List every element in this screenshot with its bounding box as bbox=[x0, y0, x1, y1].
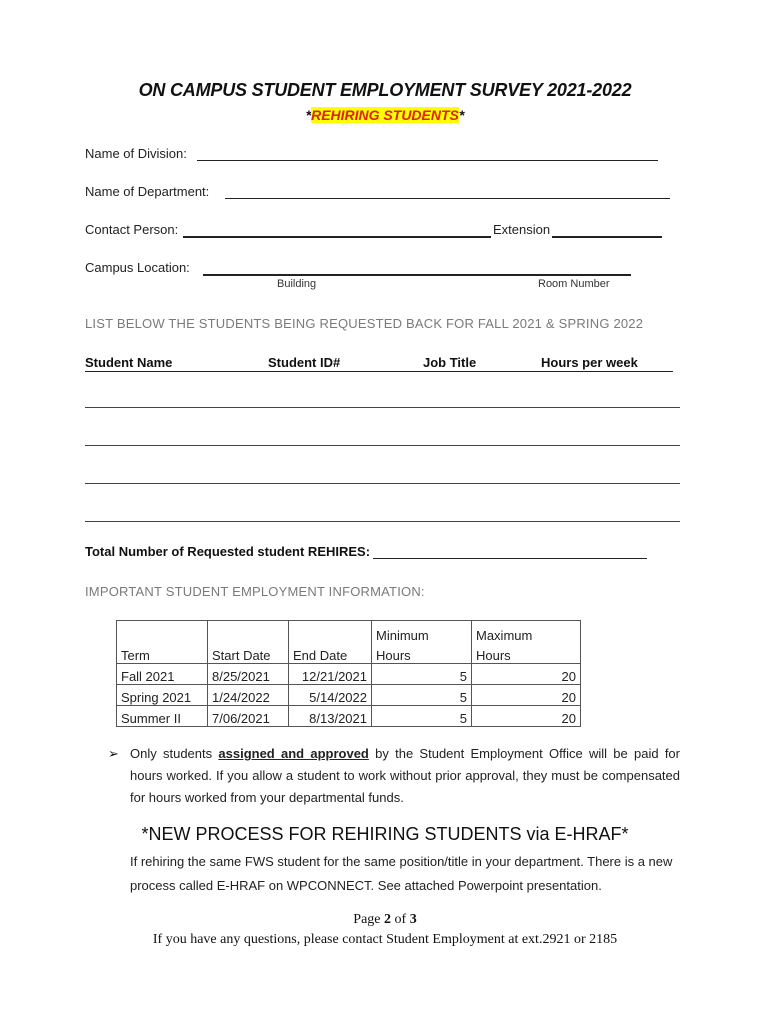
notice-paragraph bbox=[130, 743, 680, 809]
table-header-cell bbox=[289, 621, 372, 644]
table-header-row bbox=[117, 621, 581, 644]
division-field[interactable] bbox=[197, 146, 658, 161]
subtitle-star-right: * bbox=[458, 107, 465, 123]
building-caption: Building bbox=[277, 278, 317, 290]
notice-text-before: Only students bbox=[130, 746, 219, 761]
student-entry-line[interactable] bbox=[85, 521, 680, 522]
table-cell: Summer II bbox=[117, 706, 208, 727]
table-row bbox=[117, 685, 581, 706]
table-header-cell: Term bbox=[117, 643, 208, 664]
table-cell: 20 bbox=[472, 685, 581, 706]
table-header-cell: Hours bbox=[372, 643, 472, 664]
table-header-cell: Minimum bbox=[372, 621, 472, 644]
table-cell: 8/13/2021 bbox=[289, 706, 372, 727]
students-section-heading: LIST BELOW THE STUDENTS BEING REQUESTED BACK FOR FALL 2021 & SPRING 2022 bbox=[85, 316, 644, 331]
extension-label: Extension bbox=[493, 222, 551, 237]
column-student-name: Student Name bbox=[85, 355, 173, 370]
table-cell: Fall 2021 bbox=[117, 664, 208, 685]
extension-field[interactable] bbox=[552, 222, 662, 238]
table-row bbox=[117, 706, 581, 727]
page-prefix: Page bbox=[353, 912, 385, 927]
subtitle-star-left: * bbox=[305, 107, 312, 123]
page-mid: of bbox=[391, 912, 410, 927]
new-process-text: If rehiring the same FWS student for the same position/title in your department. There is a new process called E-HRAF on WPCONNECT. See attached Powerpoint presentation. bbox=[130, 854, 673, 893]
table-cell: 20 bbox=[472, 706, 581, 727]
notice-emphasis: assigned and approved bbox=[218, 746, 369, 761]
room-number-caption: Room Number bbox=[538, 278, 610, 290]
table-cell: 20 bbox=[472, 664, 581, 685]
student-entry-line[interactable] bbox=[85, 483, 680, 484]
employment-dates-table bbox=[116, 620, 581, 727]
division-label: Name of Division: bbox=[85, 146, 187, 161]
department-field[interactable] bbox=[225, 184, 670, 199]
total-rehires-label: Total Number of Requested student REHIRES: bbox=[85, 544, 371, 559]
contact-field[interactable] bbox=[183, 222, 491, 238]
column-student-id: Student ID# bbox=[268, 355, 341, 370]
location-field[interactable] bbox=[203, 260, 631, 276]
student-entry-line[interactable] bbox=[85, 407, 680, 408]
table-header-row bbox=[117, 643, 581, 664]
column-hours-per-week: Hours per week bbox=[541, 355, 638, 370]
table-cell: 5 bbox=[372, 685, 472, 706]
students-column-headers bbox=[85, 355, 673, 372]
location-label: Campus Location: bbox=[85, 260, 190, 275]
table-header-cell: Start Date bbox=[208, 643, 289, 664]
table-cell: 5 bbox=[372, 706, 472, 727]
table-header-cell bbox=[117, 621, 208, 644]
table-cell: 12/21/2021 bbox=[289, 664, 372, 685]
table-header-cell: Hours bbox=[472, 643, 581, 664]
subtitle-highlight: REHIRING STUDENTS bbox=[311, 107, 459, 123]
table-cell: 1/24/2022 bbox=[208, 685, 289, 706]
bullet-arrow-icon: ➢ bbox=[108, 746, 119, 761]
table-header-cell: End Date bbox=[289, 643, 372, 664]
document-title: ON CAMPUS STUDENT EMPLOYMENT SURVEY 2021-2022 bbox=[138, 80, 632, 100]
table-cell: Spring 2021 bbox=[117, 685, 208, 706]
page-total: 3 bbox=[409, 912, 417, 927]
notice-text-after: by the Student Employment Office will be paid for hours worked. If you allow a student to work without prior approval, they must be compensated for hours worked from your departmental funds. bbox=[130, 746, 680, 805]
table-header-cell: Maximum bbox=[472, 621, 581, 644]
total-rehires-field[interactable] bbox=[373, 544, 647, 559]
table-header-cell bbox=[208, 621, 289, 644]
document-subtitle bbox=[0, 107, 770, 123]
new-process-heading: *NEW PROCESS FOR REHIRING STUDENTS via E-HRAF* bbox=[141, 824, 629, 844]
info-section-heading: IMPORTANT STUDENT EMPLOYMENT INFORMATION: bbox=[85, 584, 425, 599]
page-number bbox=[0, 912, 770, 928]
department-label: Name of Department: bbox=[85, 184, 210, 199]
table-cell: 8/25/2021 bbox=[208, 664, 289, 685]
contact-footer: If you have any questions, please contact Student Employment at ext.2921 or 2185 bbox=[152, 932, 618, 947]
table-cell: 5 bbox=[372, 664, 472, 685]
page-current: 2 bbox=[384, 912, 392, 927]
contact-label: Contact Person: bbox=[85, 222, 179, 237]
column-job-title: Job Title bbox=[423, 355, 477, 370]
table-row bbox=[117, 664, 581, 685]
student-entry-line[interactable] bbox=[85, 445, 680, 446]
table-cell: 5/14/2022 bbox=[289, 685, 372, 706]
table-cell: 7/06/2021 bbox=[208, 706, 289, 727]
